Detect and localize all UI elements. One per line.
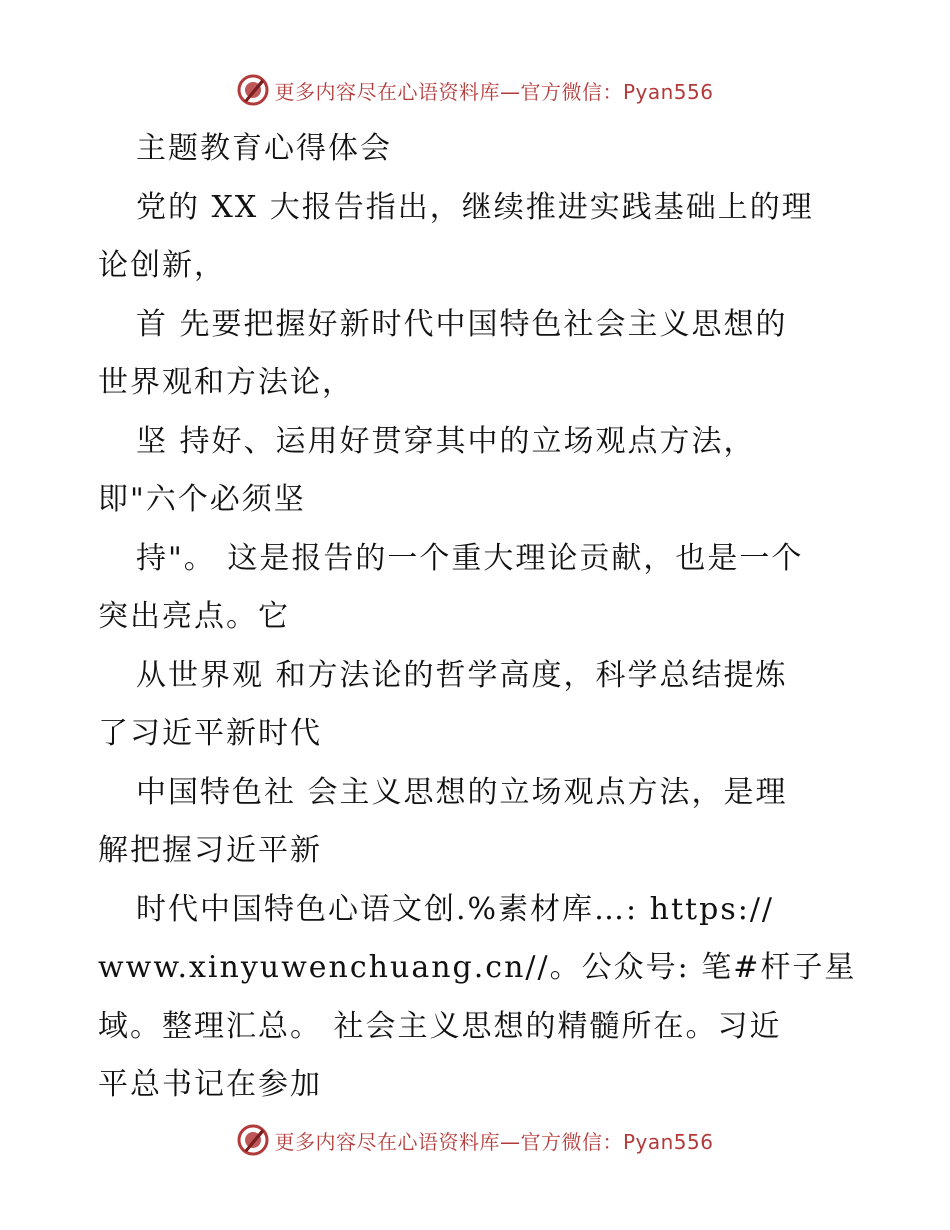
header-banner [0,70,950,110]
document-line: 主题教育心得体会 [136,131,392,166]
document-line: 突出亮点。它 [98,599,290,634]
document-line: 平总书记在参加 [98,1067,322,1102]
document-line: 了习近平新时代 [98,716,322,751]
document-line: 时代中国特色心语文创.%素材库…: https:// [136,891,775,927]
document-line: 首 先要把握好新时代中国特色社会主义思想的 [136,306,788,342]
document-line: 中国特色社 会主义思想的立场观点方法，是理 [136,774,788,810]
document-line: 持"。 这是报告的一个重大理论贡献，也是一个 [136,540,804,576]
document-body [98,120,858,1115]
header-banner-text: 更多内容尽在心语资料库—官方微信：Pyan556 [274,79,714,104]
document-line: www.xinyuwenchuang.cn//。公众号: 笔#杆子星 [98,950,857,985]
quill-circle-logo-icon [236,1123,270,1157]
document-line: 党的 XX 大报告指出，继续推进实践基础上的理 [136,189,814,225]
quill-circle-logo-icon [236,73,270,107]
footer-banner [0,1120,950,1160]
document-line: 即"六个必须坚 [98,482,306,517]
footer-banner-text: 更多内容尽在心语资料库—官方微信：Pyan556 [274,1129,714,1154]
document-line: 世界观和方法论， [98,365,354,400]
document-line: 坚 持好、运用好贯穿其中的立场观点方法， [136,423,756,459]
document-line: 论创新， [98,248,226,283]
document-line: 域。整理汇总。 社会主义思想的精髓所在。习近 [98,1008,782,1044]
document-line: 从世界观 和方法论的哲学高度，科学总结提炼 [136,657,788,693]
document-line: 解把握习近平新 [98,833,322,868]
